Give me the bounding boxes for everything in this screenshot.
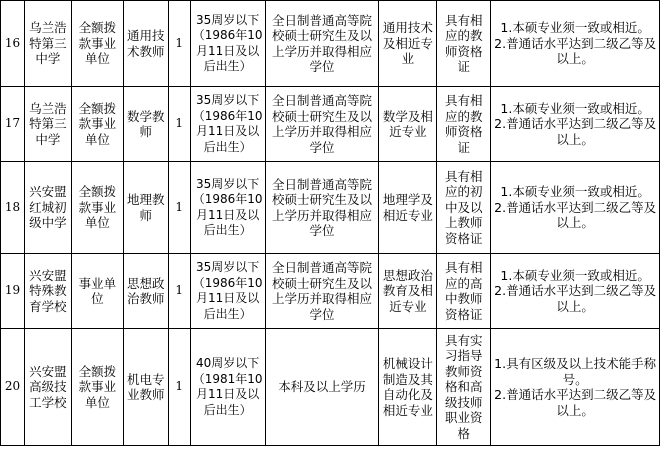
requirement-1: 1.本硕专业须一致或相近。 [500,100,650,116]
employer-cell: 乌兰浩特第三中学 [24,87,71,162]
major-cell: 地理学及相近专业 [379,162,437,254]
requirements-cell [491,254,660,329]
education-cell: 本科及以上学历 [265,329,379,446]
count-cell: 1 [168,1,190,87]
employer-cell: 兴安盟高级技工学校 [24,329,71,446]
table-row [1,1,660,87]
age-cell: 35周岁以下（1986年10月11日及以后出生） [190,254,265,329]
requirement-2: 2.普通话水平达到二级乙等及以上。 [494,199,657,231]
requirement-1: 1.本硕专业须一致或相近。 [500,267,650,283]
education-cell: 全日制普通高等院校硕士研究生及以上学历并取得相应学位 [265,254,379,329]
major-cell: 通用技术及相近专业 [379,1,437,87]
requirement-1: 1.具有区级及以上技术能手称号。 [494,356,657,387]
position-cell: 地理教师 [123,162,168,254]
requirements-cell [491,1,660,87]
unit-type-cell: 全额拨款事业单位 [71,1,123,87]
count-cell: 1 [168,162,190,254]
qualification-cell: 具有实习指导教师资格和高级技师职业资格 [437,329,491,446]
major-cell: 思想政治教育及相近专业 [379,254,437,329]
count-cell: 1 [168,254,190,329]
table-row [1,87,660,162]
row-number: 19 [1,254,25,329]
employer-cell: 兴安盟红城初级中学 [24,162,71,254]
requirement-2: 2.普通话水平达到二级乙等及以上。 [494,35,657,67]
employer-cell: 乌兰浩特第三中学 [24,1,71,87]
unit-type-cell: 全额拨款事业单位 [71,162,123,254]
position-cell: 机电专业教师 [123,329,168,446]
table-row [1,329,660,446]
employer-cell: 兴安盟特殊教育学校 [24,254,71,329]
requirement-2: 2.普通话水平达到二级乙等及以上。 [494,387,657,418]
education-cell: 全日制普通高等院校硕士研究生及以上学历并取得相应学位 [265,1,379,87]
major-cell: 机械设计制造及其自动化及相近专业 [379,329,437,446]
requirement-1: 1.本硕专业须一致或相近。 [500,20,650,36]
qualification-cell: 具有相应的教师资格证 [437,1,491,87]
major-cell: 数学及相近专业 [379,87,437,162]
qualification-cell: 具有相应的初中及以上教师资格证 [437,162,491,254]
row-number: 17 [1,87,25,162]
row-number: 18 [1,162,25,254]
qualification-cell: 具有相应的高中教师资格证 [437,254,491,329]
requirements-cell [491,162,660,254]
education-cell: 全日制普通高等院校硕士研究生及以上学历并取得相应学位 [265,87,379,162]
requirement-1: 1.本硕专业须一致或相近。 [500,184,650,200]
requirement-2: 2.普通话水平达到二级乙等及以上。 [494,283,657,314]
requirements-cell [491,329,660,446]
age-cell: 35周岁以下（1986年10月11日及以后出生） [190,87,265,162]
age-cell: 40周岁以下（1981年10月11日及以后出生） [190,329,265,446]
position-cell: 数学教师 [123,87,168,162]
requirements-cell [491,87,660,162]
unit-type-cell: 全额拨款事业单位 [71,87,123,162]
count-cell: 1 [168,87,190,162]
unit-type-cell: 事业单位 [71,254,123,329]
qualification-cell: 具有相应的教师资格证 [437,87,491,162]
row-number: 16 [1,1,25,87]
requirement-2: 2.普通话水平达到二级乙等及以上。 [494,116,657,147]
count-cell: 1 [168,329,190,446]
table-row [1,254,660,329]
age-cell: 35周岁以下（1986年10月11日及以后出生） [190,162,265,254]
education-cell: 全日制普通高等院校硕士研究生及以上学历并取得相应学位 [265,162,379,254]
unit-type-cell: 全额拨款事业单位 [71,329,123,446]
row-number: 20 [1,329,25,446]
position-cell: 通用技术教师 [123,1,168,87]
table-row [1,162,660,254]
age-cell: 35周岁以下（1986年10月11日及以后出生） [190,1,265,87]
position-cell: 思想政治教师 [123,254,168,329]
